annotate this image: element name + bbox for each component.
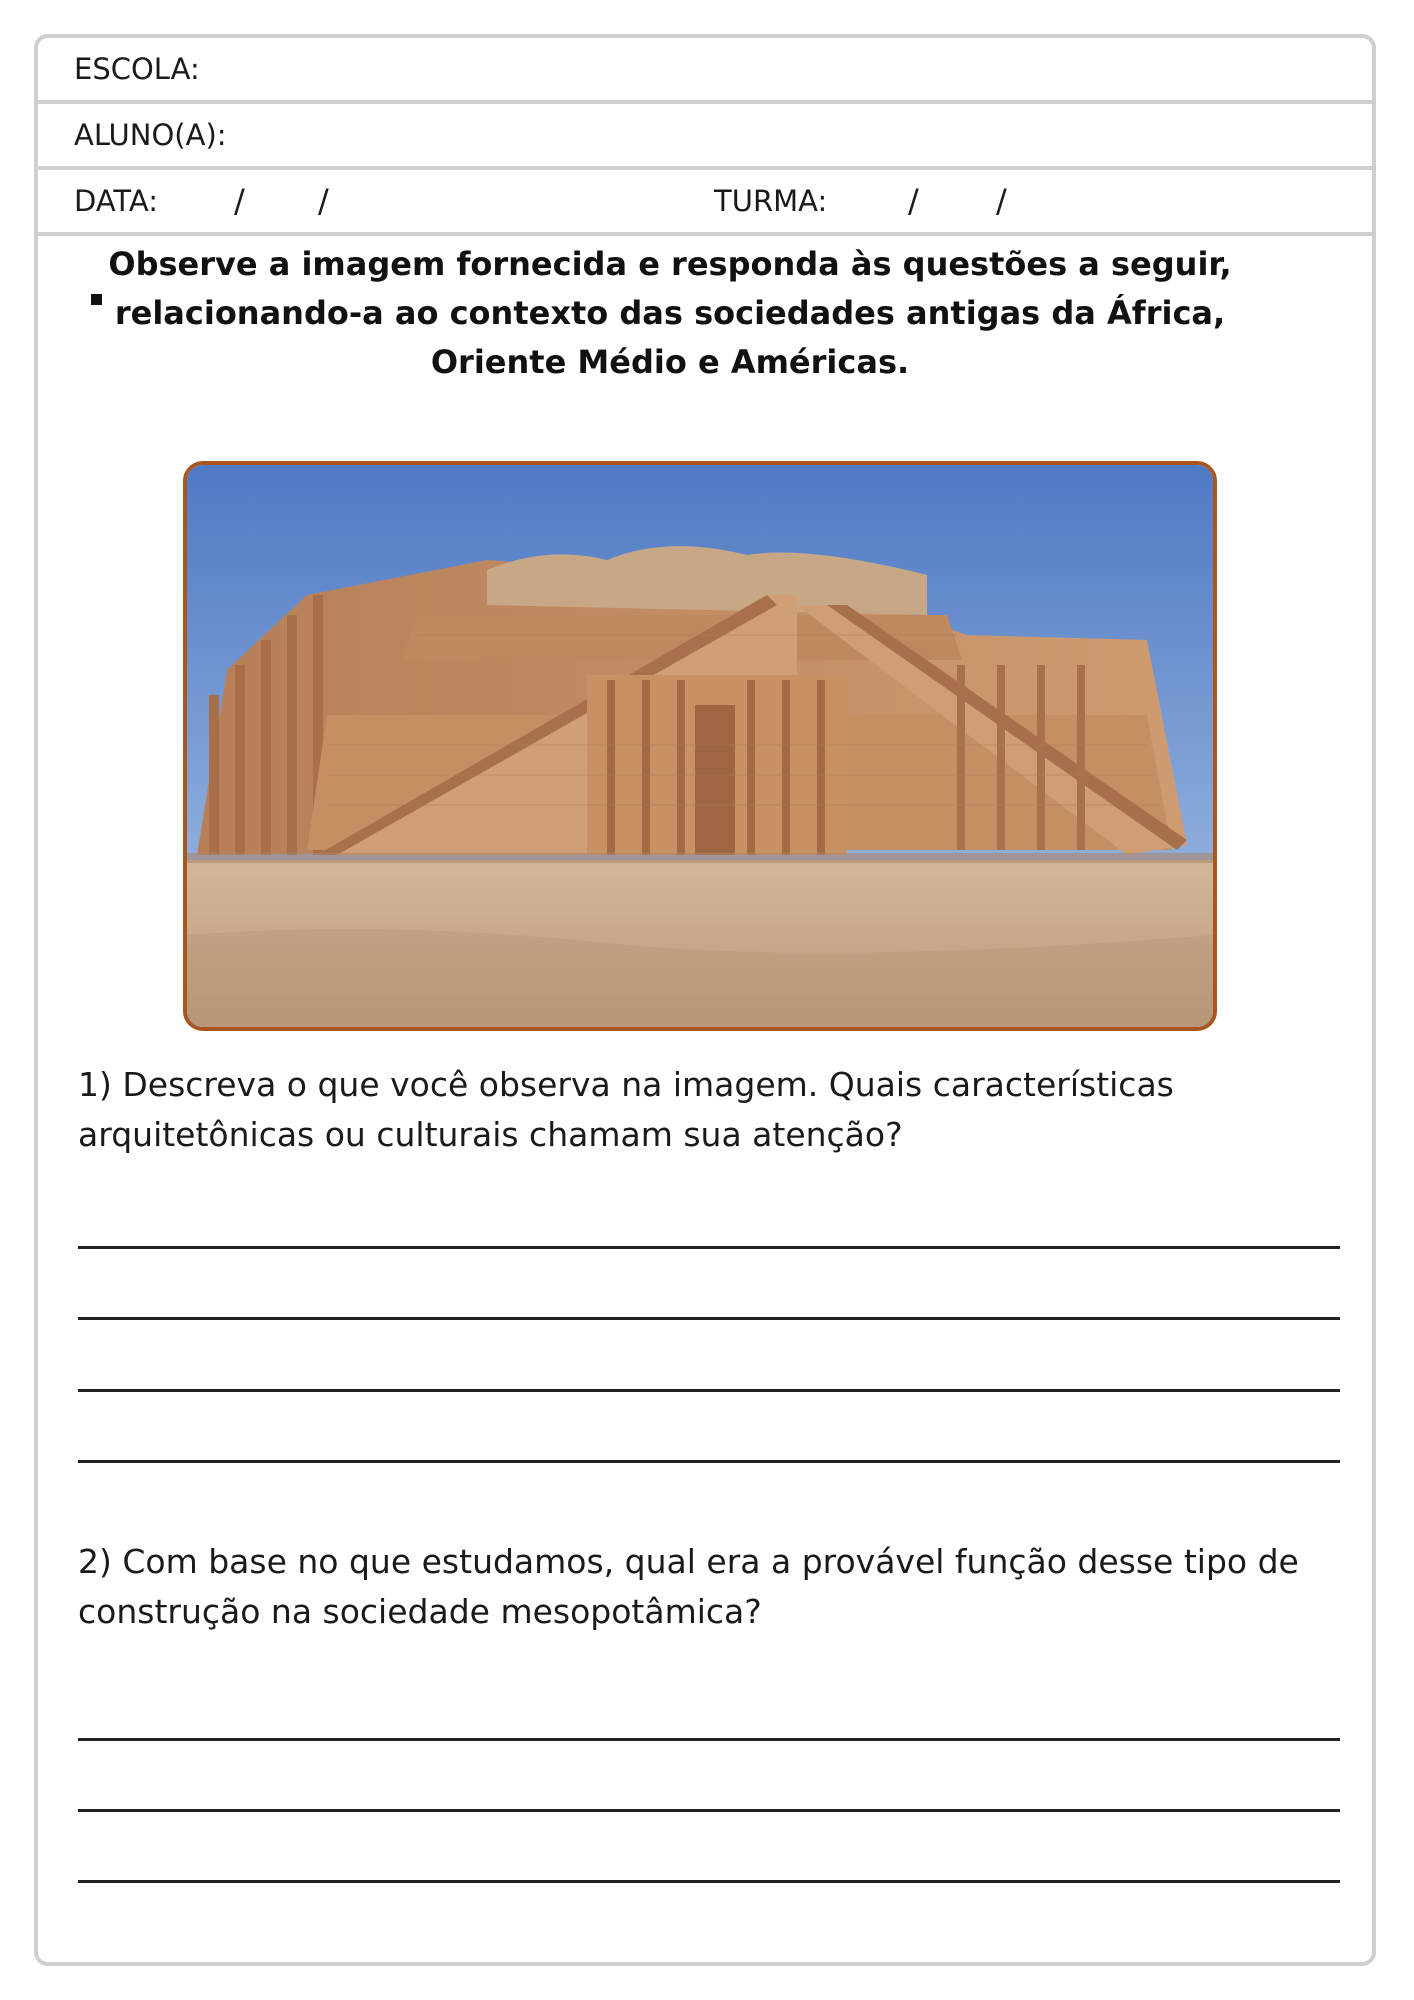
student-row[interactable] xyxy=(38,104,1372,170)
instruction-text: Observe a imagem fornecida e responda às questões a seguir, relacionando-a ao contexto das sociedades antigas da África, Oriente Médio e Américas. xyxy=(108,245,1232,381)
answer-line[interactable] xyxy=(78,1738,1340,1741)
class-slash: / xyxy=(996,182,1007,220)
ziggurat-photo xyxy=(183,461,1217,1031)
date-slash: / xyxy=(234,182,245,220)
question-2-text: 2) Com base no que estudamos, qual era a provável função desse tipo de construção na sociedade mesopotâmica? xyxy=(78,1542,1299,1631)
student-label: ALUNO(A): xyxy=(74,118,227,152)
answer-line[interactable] xyxy=(78,1246,1340,1249)
answer-line[interactable] xyxy=(78,1317,1340,1320)
ziggurat-illustration xyxy=(187,465,1213,1027)
class-slash: / xyxy=(908,182,919,220)
school-label: ESCOLA: xyxy=(74,52,200,86)
answer-line[interactable] xyxy=(78,1460,1340,1463)
date-class-row[interactable] xyxy=(38,170,1372,236)
school-row[interactable] xyxy=(38,38,1372,104)
answer-line[interactable] xyxy=(78,1880,1340,1883)
date-slash: / xyxy=(318,182,329,220)
date-label: DATA: xyxy=(74,184,158,218)
question-1-text: 1) Descreva o que você observa na imagem. Quais características arquitetônicas ou culturais chamam sua atenção? xyxy=(78,1065,1174,1154)
class-label: TURMA: xyxy=(714,184,828,218)
answer-line[interactable] xyxy=(78,1809,1340,1812)
answer-line[interactable] xyxy=(78,1389,1340,1392)
